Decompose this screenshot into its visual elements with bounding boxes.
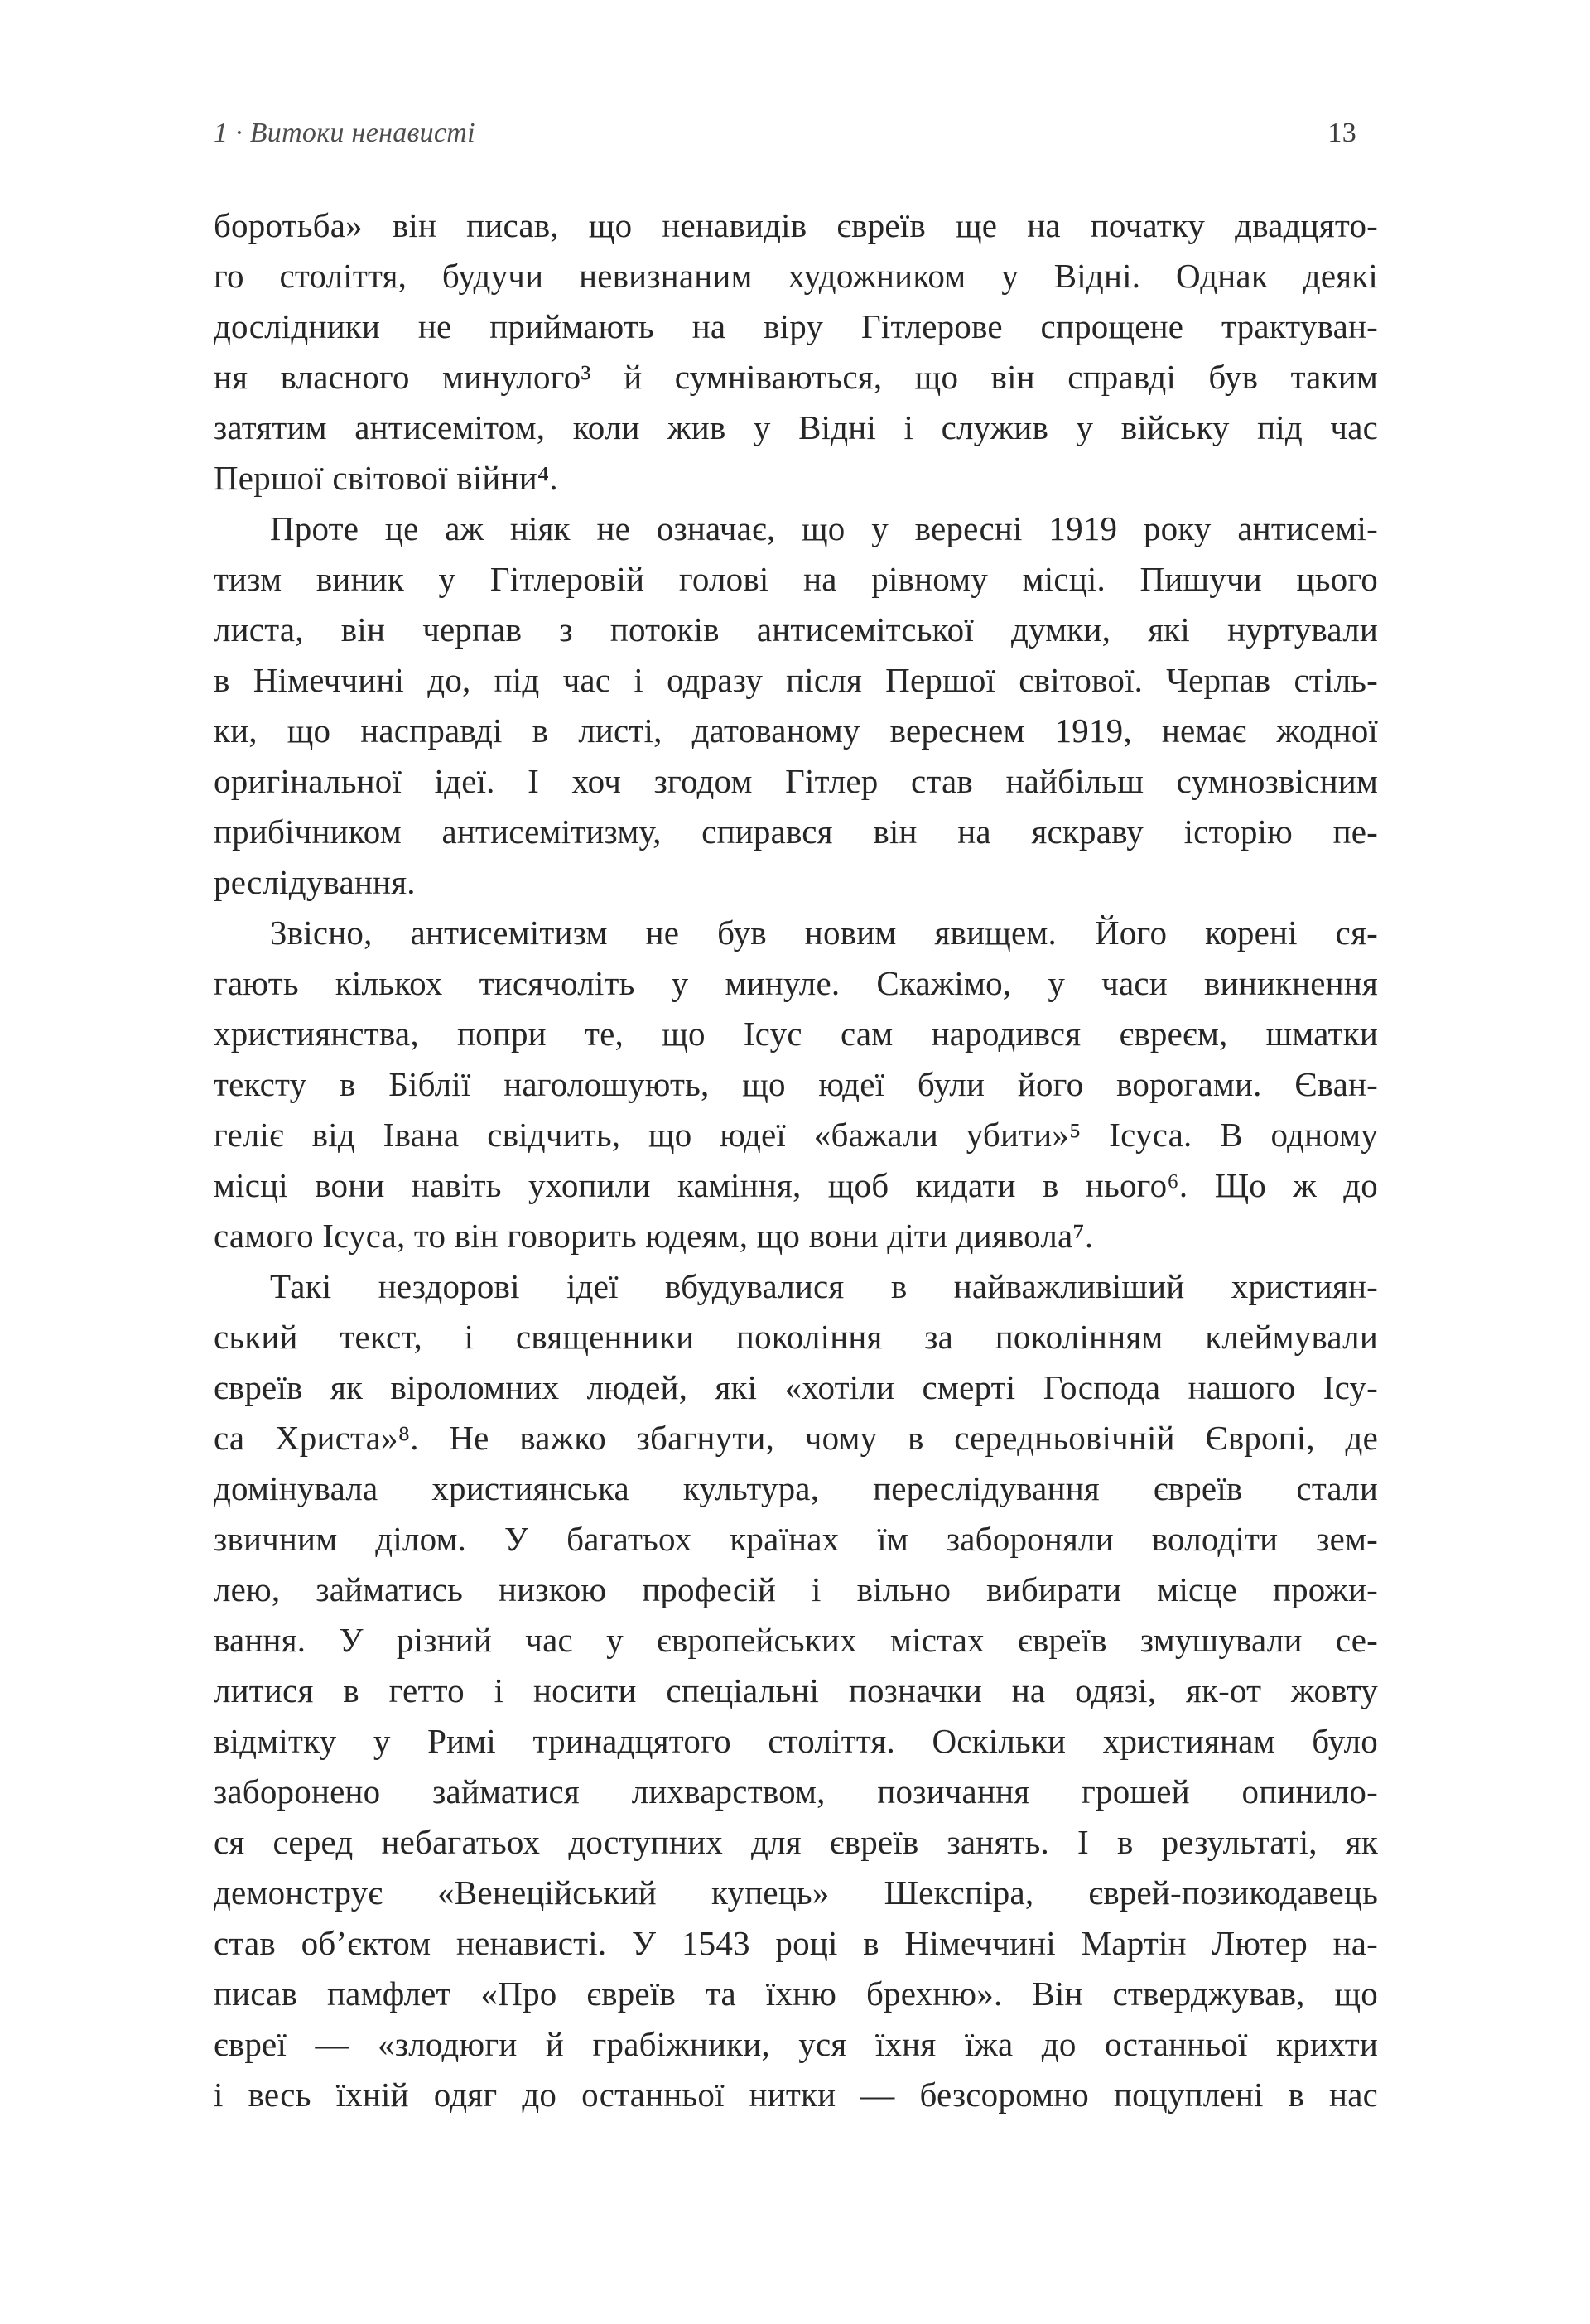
text-line: заборонено займатися лихварством, позичання грошей опинило- <box>214 1772 1378 1811</box>
text-line: листа, він черпав з потоків антисемітської думки, які нуртували <box>214 610 1378 649</box>
text-line: Такі нездорові ідеї вбудувалися в найважливіший християн- <box>270 1267 1378 1305</box>
text-line: писав памфлет «Про євреїв та їхню брехню». Він стверджував, що <box>214 1974 1378 2013</box>
text-line: затятим антисемітом, коли жив у Відні і служив у війську під час <box>214 408 1378 446</box>
text-line: звичним ділом. У багатьох країнах їм забороняли володіти зем- <box>214 1520 1378 1558</box>
text-line: го століття, будучи невизнаним художником у Відні. Однак деякі <box>214 257 1378 295</box>
text-line: євреїв як віроломних людей, які «хотіли смерті Господа нашого Ісу- <box>214 1368 1378 1406</box>
text-line: оригінальної ідеї. І хоч згодом Гітлер став найбільш сумнозвісним <box>214 762 1378 800</box>
paragraph <box>214 504 1378 908</box>
text-line: в Німеччині до, під час і одразу після Першої світової. Черпав стіль- <box>214 661 1378 699</box>
text-line: ський текст, і священники покоління за поколінням клеймували <box>214 1318 1378 1356</box>
text-line: і весь їхній одяг до останньої нитки — безсоромно поцуплені в нас <box>214 2076 1378 2114</box>
text-line: тизм виник у Гітлеровій голові на рівному місці. Пишучи цього <box>214 560 1378 598</box>
text-line: Звісно, антисемітизм не був новим явищем. Його корені ся- <box>270 914 1378 952</box>
chapter-title: 1 · Витоки ненависті <box>214 118 475 148</box>
text-line: вання. У різний час у європейських містах євреїв змушували се- <box>214 1621 1378 1659</box>
paragraph <box>214 1261 1378 2120</box>
text-line: християнства, попри те, що Ісус сам народився євреєм, шматки <box>214 1015 1378 1053</box>
text-line: став об’єктом ненависті. У 1543 році в Німеччині Мартін Лютер на- <box>214 1924 1378 1962</box>
text-line: боротьба» він писав, що ненавидів євреїв ще на початку двадцято- <box>214 206 1378 244</box>
text-line: відмітку у Римі тринадцятого століття. Оскільки християнам було <box>214 1722 1378 1760</box>
text-line: самого Ісуса, то він говорить юдеям, що вони діти диявола⁷. <box>214 1217 1094 1255</box>
text-line: домінувала християнська культура, переслідування євреїв стали <box>214 1469 1378 1507</box>
text-line: демонструє «Венеційський купець» Шекспіра, єврей-позикодавець <box>214 1873 1378 1912</box>
text-line: євреї — «злодюги й грабіжники, уся їхня їжа до останньої крихти <box>214 2025 1378 2063</box>
text-line: ки, що насправді в листі, датованому вереснем 1919, немає жодної <box>214 711 1378 750</box>
text-line: Першої світової війни⁴. <box>214 459 558 497</box>
text-line: прибічником антисемітизму, спирався він на яскраву історію пе- <box>214 812 1378 851</box>
text-line: Проте це аж ніяк не означає, що у вересні 1919 року антисемі- <box>270 509 1378 547</box>
text-line: литися в гетто і носити спеціальні позначки на одязі, як-от жовту <box>214 1671 1378 1709</box>
page-content <box>214 0 1378 2120</box>
text-line: дослідники не приймають на віру Гітлерове спрощене трактуван- <box>214 307 1378 345</box>
running-header <box>214 118 1378 149</box>
text-line: ся серед небагатьох доступних для євреїв занять. І в результаті, як <box>214 1823 1378 1861</box>
page-number: 13 <box>1327 118 1356 148</box>
body-text <box>214 200 1378 2120</box>
paragraph <box>214 908 1378 1261</box>
text-line: ня власного минулого³ й сумніваються, що він справді був таким <box>214 358 1378 396</box>
text-line: реслідування. <box>214 863 416 901</box>
text-line: лею, займатись низкою професій і вільно вибирати місце прожи- <box>214 1570 1378 1608</box>
text-line: гають кількох тисячоліть у минуле. Скажімо, у часи виникнення <box>214 964 1378 1002</box>
text-line: місці вони навіть ухопили каміння, щоб кидати в нього⁶. Що ж до <box>214 1166 1378 1204</box>
text-line: геліє від Івана свідчить, що юдеї «бажали убити»⁵ Ісуса. В одному <box>214 1116 1378 1154</box>
text-line: тексту в Біблії наголошують, що юдеї були його ворогами. Єван- <box>214 1065 1378 1103</box>
paragraph <box>214 200 1378 504</box>
text-line: са Христа»⁸. Не важко збагнути, чому в середньовічній Європі, де <box>214 1419 1378 1457</box>
